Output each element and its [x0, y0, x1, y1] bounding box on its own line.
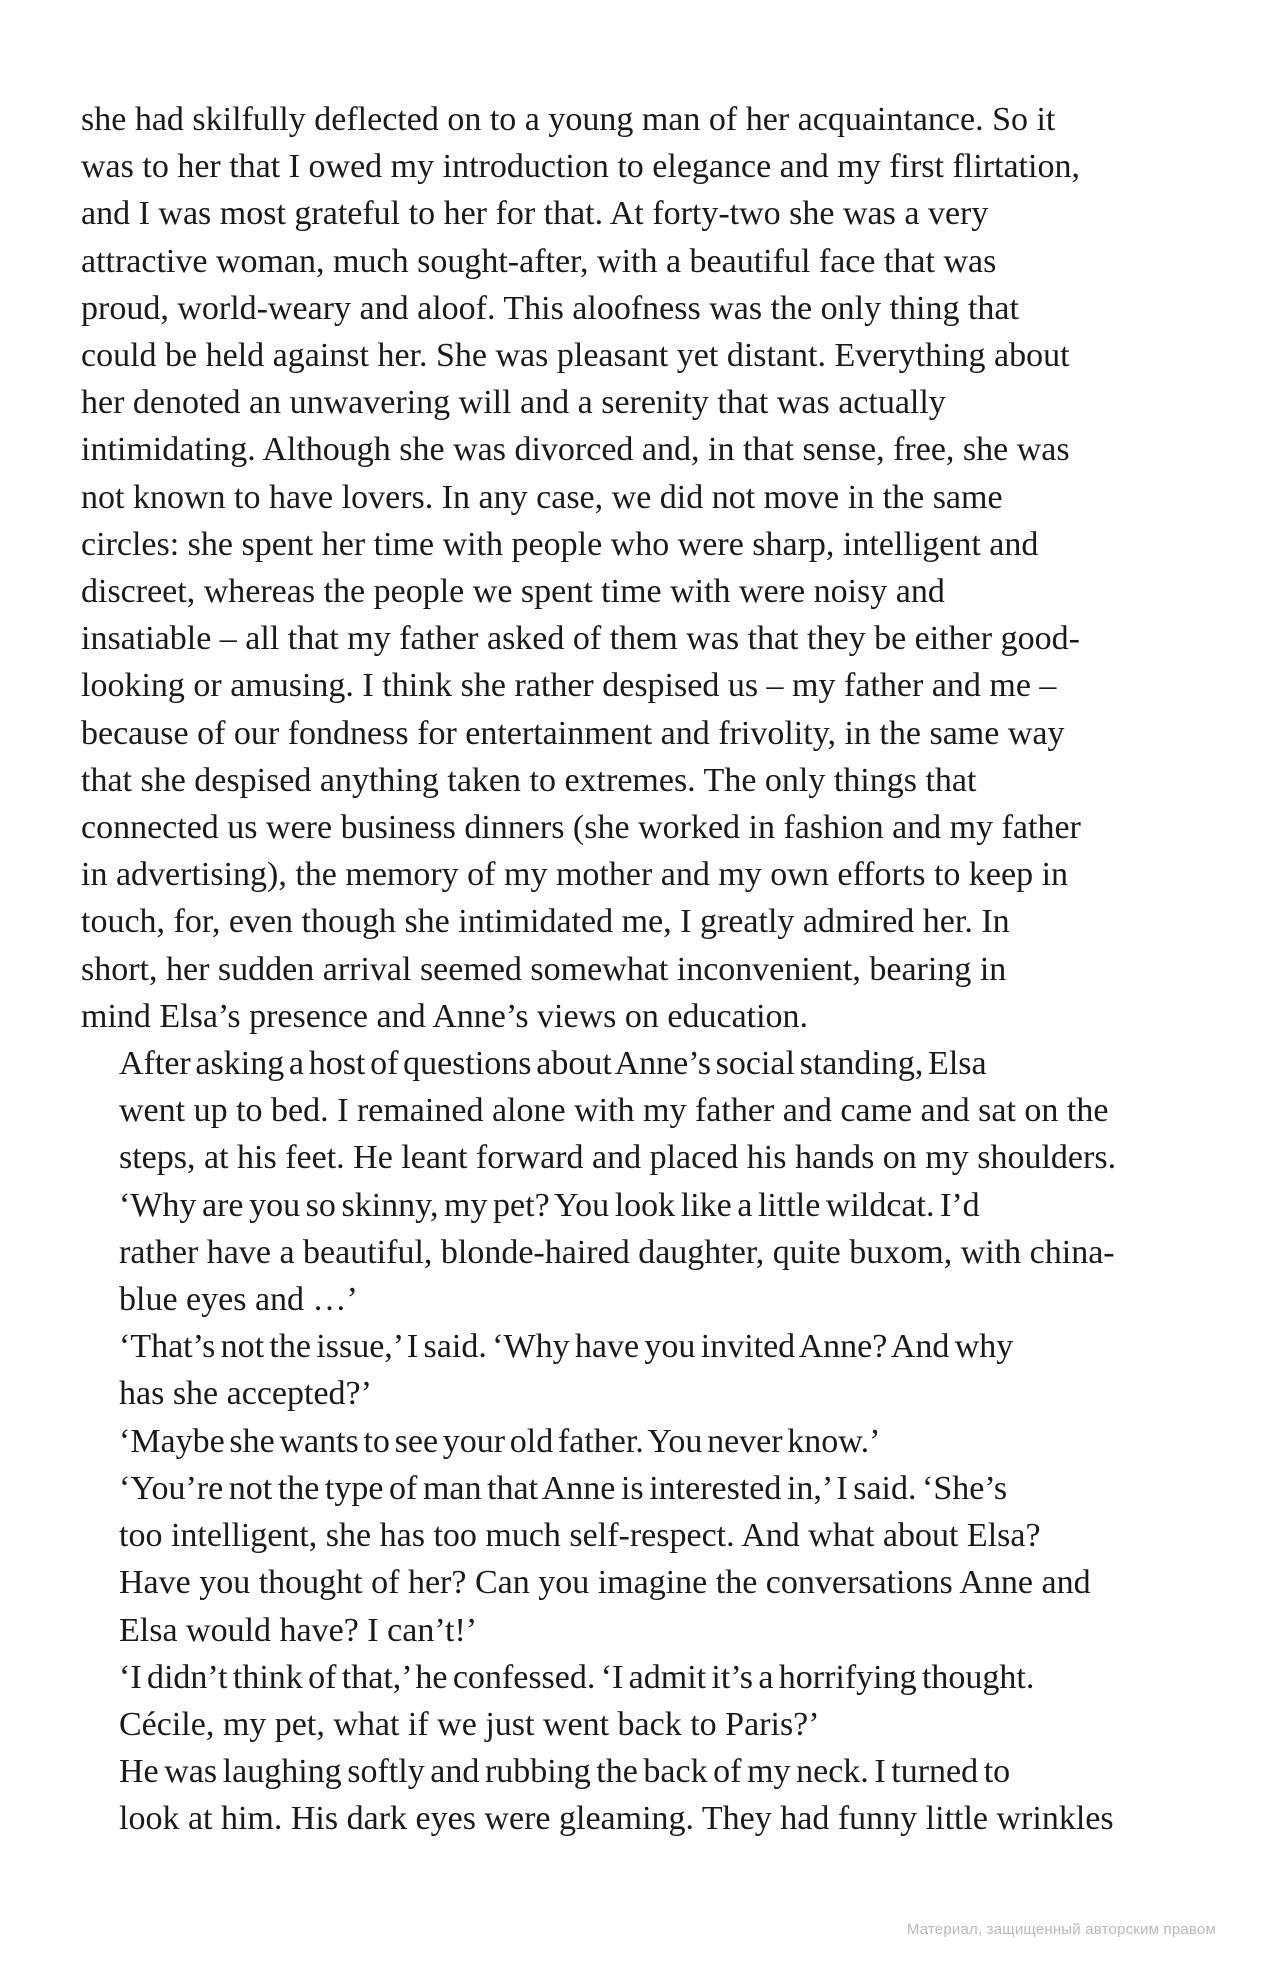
- text-line: was to her that I owed my introduction to elegance and my first flirtation,: [81, 148, 1080, 186]
- text-line: too intelligent, she has too much self-respect. And what about Elsa?: [119, 1517, 1041, 1555]
- text-line: ‘That’s not the issue,’ I said. ‘Why have you invited Anne? And why: [119, 1328, 1014, 1366]
- paragraph: [81, 1182, 1201, 1324]
- text-line: steps, at his feet. He leant forward and placed his hands on my shoulders.: [119, 1139, 1117, 1177]
- text-line: intimidating. Although she was divorced and, in that sense, free, she was: [81, 431, 1070, 469]
- text-line: After asking a host of questions about Anne’s social standing, Elsa: [119, 1045, 987, 1083]
- paragraph: [81, 96, 1201, 1040]
- text-line: she had skilfully deflected on to a young man of her acquaintance. So it: [81, 101, 1056, 138]
- text-line: looking or amusing. I think she rather despised us – my father and me –: [81, 667, 1057, 705]
- text-line: touch, for, even though she intimidated me, I greatly admired her. In: [81, 903, 1010, 941]
- text-line: He was laughing softly and rubbing the back of my neck. I turned to: [119, 1753, 1011, 1791]
- text-line: and I was most grateful to her for that. At forty-two she was a very: [81, 195, 989, 233]
- text-line: because of our fondness for entertainment and frivolity, in the same way: [81, 714, 1065, 752]
- paragraph: [81, 1748, 1201, 1842]
- text-line: has she accepted?’: [119, 1375, 372, 1413]
- paragraph: [81, 1323, 1201, 1417]
- text-line: proud, world-weary and aloof. This aloofness was the only thing that: [81, 289, 1019, 327]
- text-line: ‘You’re not the type of man that Anne is interested in,’ I said. ‘She’s: [119, 1469, 1008, 1507]
- text-line: her denoted an unwavering will and a serenity that was actually: [81, 384, 946, 422]
- paragraph: [81, 1465, 1201, 1654]
- text-line: Elsa would have? I can’t!’: [119, 1611, 478, 1649]
- text-line: went up to bed. I remained alone with my father and came and sat on the: [119, 1092, 1109, 1130]
- text-line: Cécile, my pet, what if we just went back to Paris?’: [119, 1705, 820, 1743]
- page-body: [81, 96, 1201, 1843]
- text-line: attractive woman, much sought-after, with a beautiful face that was: [81, 242, 997, 280]
- text-line: Have you thought of her? Can you imagine the conversations Anne and: [119, 1564, 1091, 1602]
- text-line: discreet, whereas the people we spent time with were noisy and: [81, 573, 945, 611]
- text-line: that she despised anything taken to extremes. The only things that: [81, 761, 977, 799]
- text-line: rather have a beautiful, blonde-haired daughter, quite buxom, with china-: [119, 1233, 1115, 1271]
- text-line: ‘Maybe she wants to see your old father. You never know.’: [119, 1422, 881, 1460]
- text-line: ‘Why are you so skinny, my pet? You look like a little wildcat. I’d: [119, 1186, 980, 1224]
- paragraph: [81, 1418, 1201, 1465]
- text-line: could be held against her. She was pleasant yet distant. Everything about: [81, 337, 1070, 375]
- text-line: not known to have lovers. In any case, we did not move in the same: [81, 478, 1003, 516]
- text-line: blue eyes and …’: [119, 1281, 358, 1319]
- text-line: connected us were business dinners (she worked in fashion and my father: [81, 809, 1081, 847]
- paragraph: [81, 1040, 1201, 1182]
- text-line: short, her sudden arrival seemed somewhat inconvenient, bearing in: [81, 950, 1007, 988]
- text-line: look at him. His dark eyes were gleaming. They had funny little wrinkles: [119, 1800, 1114, 1838]
- text-line: in advertising), the memory of my mother and my own efforts to keep in: [81, 856, 1069, 894]
- text-line: insatiable – all that my father asked of them was that they be either good-: [81, 620, 1080, 658]
- text-line: mind Elsa’s presence and Anne’s views on education.: [81, 997, 809, 1035]
- copyright-watermark: Материал, защищенный авторским правом: [906, 1921, 1216, 1938]
- paragraph: [81, 1654, 1201, 1748]
- text-line: ‘I didn’t think of that,’ he confessed. ‘I admit it’s a horrifying thought.: [119, 1658, 1035, 1696]
- text-column: [81, 96, 1201, 1843]
- text-line: circles: she spent her time with people who were sharp, intelligent and: [81, 525, 1039, 563]
